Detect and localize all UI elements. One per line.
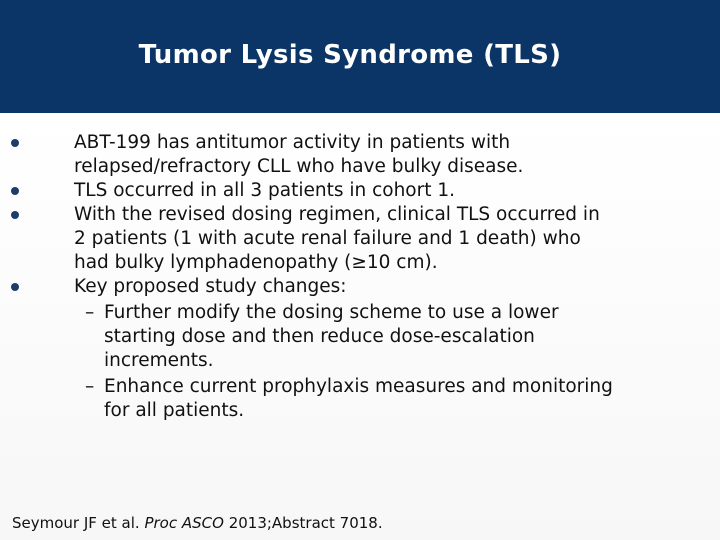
bullet-dot-icon	[11, 139, 19, 147]
sub-bullet-item	[0, 301, 700, 373]
sub-bullet-item	[0, 375, 700, 423]
bullet-line: ABT-199 has antitumor activity in patients with	[74, 132, 511, 153]
sub-bullet-line: increments.	[104, 350, 214, 371]
sub-bullet-line: starting dose and then reduce dose-escalation	[104, 326, 535, 347]
bullet-dot-icon	[11, 187, 19, 195]
bullet-item	[0, 131, 700, 179]
bullet-line: had bulky lymphadenopathy (≥10 cm).	[74, 252, 438, 273]
bullet-list	[0, 131, 700, 423]
citation-authors: Seymour JF et al.	[12, 514, 145, 532]
dash-icon: –	[85, 376, 95, 397]
dash-icon: –	[85, 302, 95, 323]
bullet-line: With the revised dosing regimen, clinical TLS occurred in	[74, 204, 600, 225]
bullet-line: TLS occurred in all 3 patients in cohort 1.	[74, 180, 456, 201]
bullet-item	[0, 179, 700, 203]
bullet-line: relapsed/refractory CLL who have bulky disease.	[74, 156, 524, 177]
bullet-dot-icon	[11, 283, 19, 291]
sub-bullet-line: for all patients.	[104, 400, 245, 421]
sub-bullet-line: Further modify the dosing scheme to use a lower	[104, 302, 559, 323]
title-bar	[0, 0, 720, 113]
slide-title: Tumor Lysis Syndrome (TLS)	[138, 40, 562, 70]
sub-bullet-line: Enhance current prophylaxis measures and monitoring	[104, 376, 613, 397]
bullet-item	[0, 203, 700, 275]
citation	[12, 514, 383, 532]
bullet-line: 2 patients (1 with acute renal failure and 1 death) who	[74, 228, 581, 249]
bullet-dot-icon	[11, 211, 19, 219]
citation-journal: Proc ASCO	[144, 514, 224, 532]
bullet-line: Key proposed study changes:	[74, 276, 347, 297]
citation-details: 2013;Abstract 7018.	[223, 514, 383, 532]
bullet-item	[0, 275, 700, 299]
